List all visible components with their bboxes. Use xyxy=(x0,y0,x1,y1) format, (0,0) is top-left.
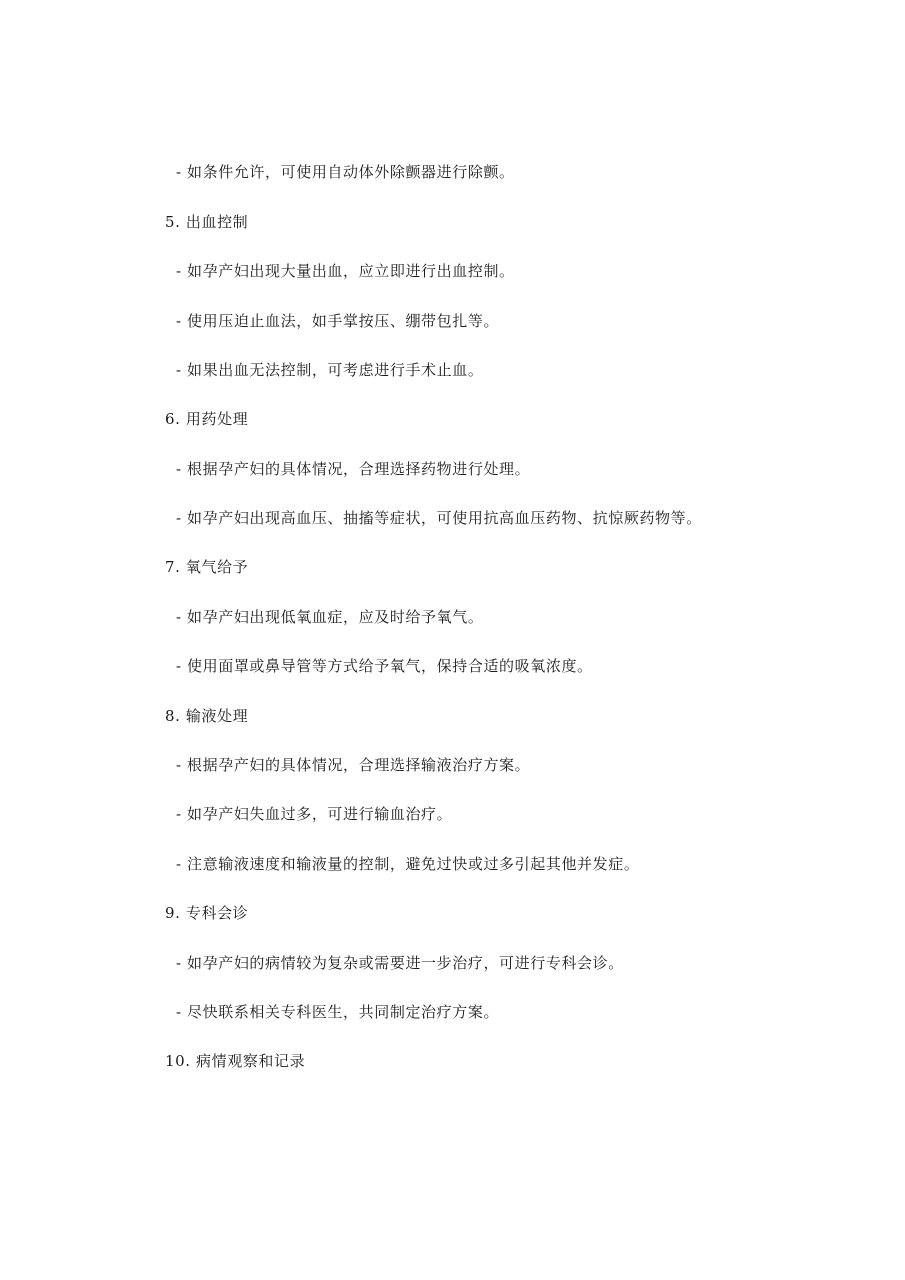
section-heading: 10. 病情观察和记录 xyxy=(165,1052,306,1070)
section-heading: 9. 专科会诊 xyxy=(165,904,249,922)
list-item: - 如孕产妇出现低氧血症，应及时给予氧气。 xyxy=(176,608,484,626)
list-item: - 尽快联系相关专科医生，共同制定治疗方案。 xyxy=(176,1003,500,1021)
list-item: - 如孕产妇出现高血压、抽搐等症状，可使用抗高血压药物、抗惊厥药物等。 xyxy=(176,509,702,527)
list-item: - 如孕产妇失血过多，可进行输血治疗。 xyxy=(176,805,453,823)
list-item: - 根据孕产妇的具体情况，合理选择药物进行处理。 xyxy=(176,460,531,478)
section-heading: 5. 出血控制 xyxy=(165,213,249,231)
section-heading: 6. 用药处理 xyxy=(165,410,249,428)
list-item: - 注意输液速度和输液量的控制，避免过快或过多引起其他并发症。 xyxy=(176,855,640,873)
section-heading: 7. 氧气给予 xyxy=(165,558,249,576)
list-item: - 根据孕产妇的具体情况，合理选择输液治疗方案。 xyxy=(176,756,531,774)
list-item: - 如孕产妇的病情较为复杂或需要进一步治疗，可进行专科会诊。 xyxy=(176,954,624,972)
section-heading: 8. 输液处理 xyxy=(165,707,249,725)
list-item: - 使用压迫止血法，如手掌按压、绷带包扎等。 xyxy=(176,312,500,330)
list-item: - 使用面罩或鼻导管等方式给予氧气，保持合适的吸氧浓度。 xyxy=(176,657,593,675)
list-item: - 如孕产妇出现大量出血，应立即进行出血控制。 xyxy=(176,262,515,280)
list-item: - 如果出血无法控制，可考虑进行手术止血。 xyxy=(176,361,484,379)
list-item: - 如条件允许，可使用自动体外除颤器进行除颤。 xyxy=(176,163,515,181)
